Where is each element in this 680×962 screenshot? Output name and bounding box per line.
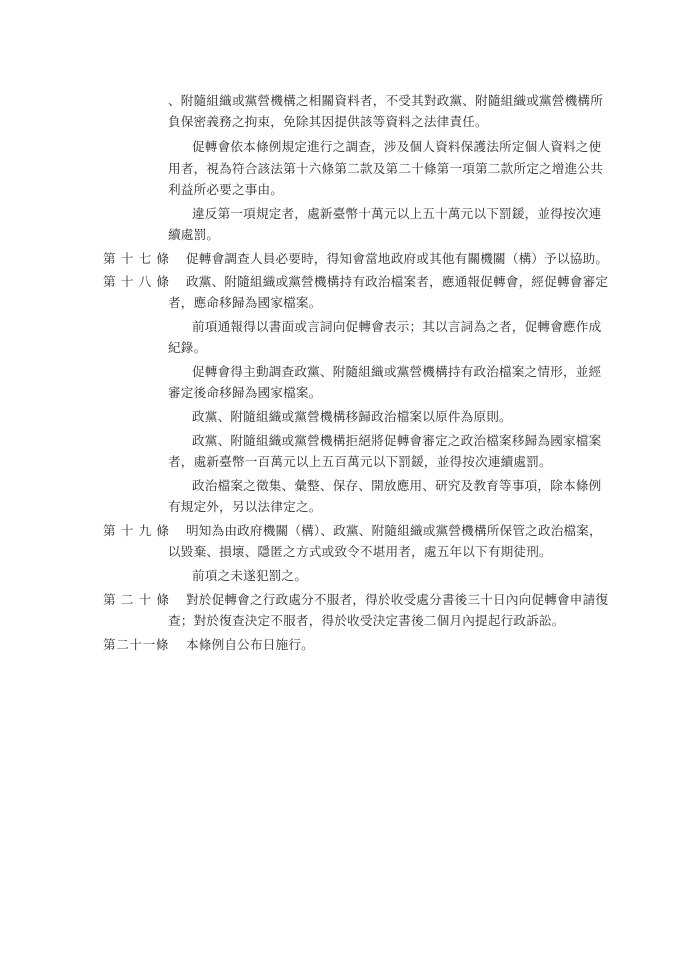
article-number: 第 十 七 條 — [103, 251, 170, 266]
text-line: 本條例自公布日施行。 — [186, 637, 314, 652]
text-line: 明知為由政府機關（構）、政黨、附隨組織或黨營機構所保管之政治檔案， — [186, 523, 602, 538]
text-line: 有規定外，另以法律定之。 — [168, 499, 322, 514]
text-line: 政黨、附隨組織或黨營機構拒絕將促轉會審定之政治檔案移歸為國家檔案 — [192, 433, 602, 448]
text-line: 者，處新臺幣一百萬元以上五百萬元以下罰鍰，並得按次連續處罰。 — [168, 454, 552, 469]
article-number: 第 十 八 條 — [103, 274, 170, 289]
text-line: 政治檔案之徵集、彙整、保存、開放應用、研究及教育等事項，除本條例 — [192, 478, 602, 493]
text-line: 紀錄。 — [168, 340, 207, 355]
text-line: 續處罰。 — [168, 227, 220, 242]
article-number: 第二十一條 — [103, 637, 169, 652]
text-line: 用者，視為符合該法第十六條第二款及第二十條第一項第二款所定之增進公共 — [168, 161, 603, 176]
text-line: 以毀棄、損壞、隱匿之方式或致令不堪用者，處五年以下有期徒刑。 — [168, 544, 552, 559]
text-line: 查；對於復查決定不服者，得於收受決定書後二個月內提起行政訴訟。 — [168, 613, 565, 628]
text-line: 、附隨組織或黨營機構之相關資料者，不受其對政黨、附隨組織或黨營機構所 — [168, 93, 603, 108]
article-number: 第 二 十 條 — [103, 592, 170, 607]
text-line: 負保密義務之拘束，免除其因提供該等資料之法律責任。 — [168, 114, 488, 129]
text-line: 促轉會依本條例規定進行之調查，涉及個人資料保護法所定個人資料之使 — [192, 139, 602, 154]
text-line: 違反第一項規定者，處新臺幣十萬元以上五十萬元以下罰鍰，並得按次連 — [192, 206, 602, 221]
text-line: 促轉會得主動調查政黨、附隨組織或黨營機構持有政治檔案之情形，並經 — [192, 364, 602, 379]
text-line: 利益所必要之事由。 — [168, 182, 284, 197]
text-line: 政黨、附隨組織或黨營機構移歸政治檔案以原件為原則。 — [192, 409, 512, 424]
text-line: 政黨、附隨組織或黨營機構持有政治檔案者，應通報促轉會，經促轉會審定 — [186, 274, 609, 289]
text-line: 審定後命移歸為國家檔案。 — [168, 385, 322, 400]
text-line: 促轉會調查人員必要時，得知會當地政府或其他有關機關（構）予以協助。 — [186, 251, 609, 266]
text-line: 前項之未遂犯罰之。 — [192, 568, 308, 583]
text-line: 者，應命移歸為國家檔案。 — [168, 295, 322, 310]
text-line: 對於促轉會之行政處分不服者，得於收受處分書後三十日內向促轉會申請復 — [186, 592, 609, 607]
article-number: 第 十 九 條 — [103, 523, 170, 538]
text-line: 前項通報得以書面或言詞向促轉會表示；其以言詞為之者，促轉會應作成 — [192, 319, 602, 334]
